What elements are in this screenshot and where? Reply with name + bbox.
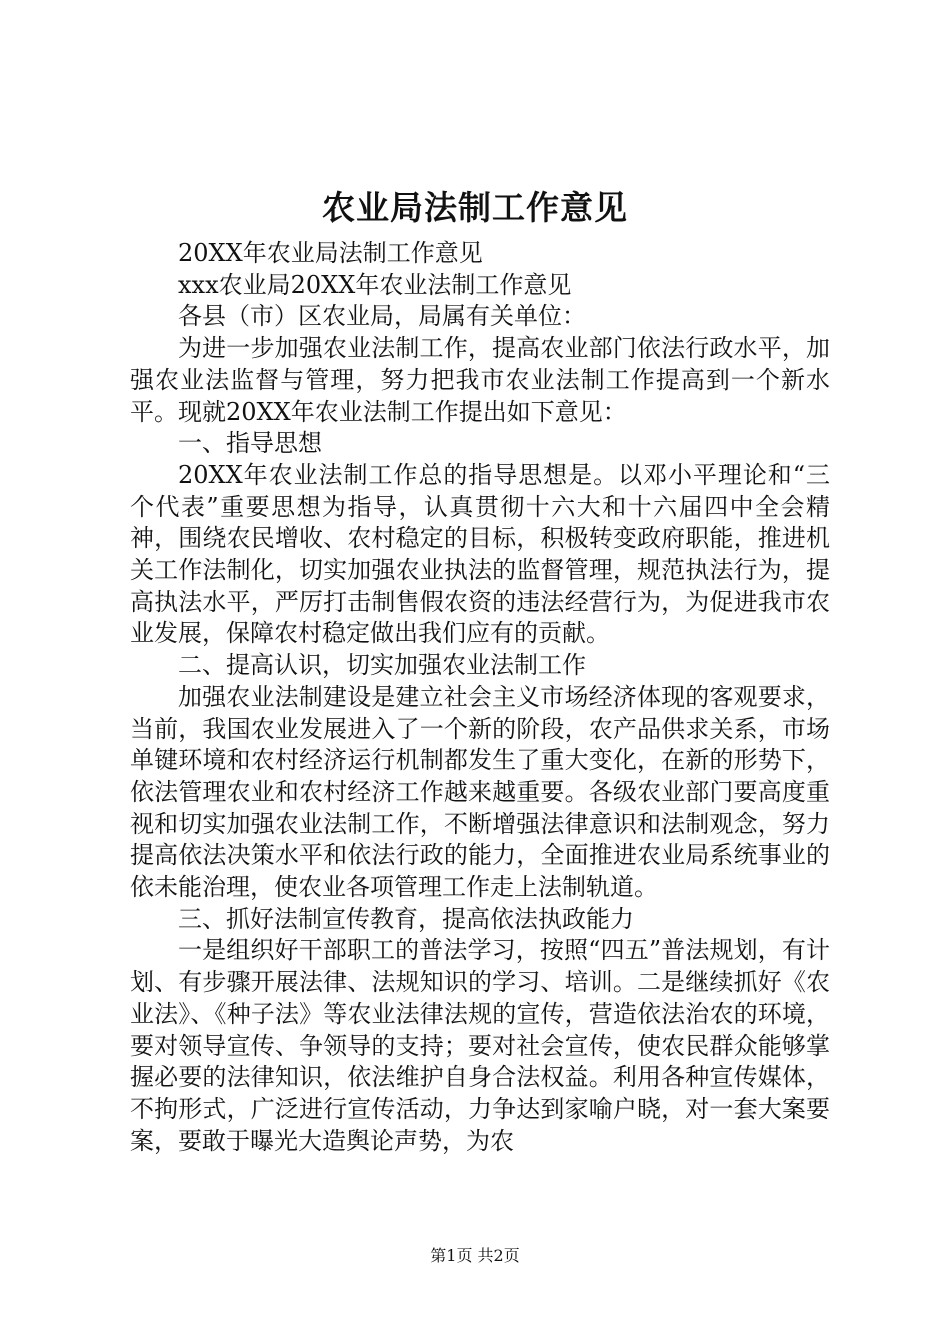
paragraph-section-1: 20XX年农业法制工作总的指导思想是。以邓小平理论和“三个代表”重要思想为指导，认真贯彻十六大和十六届四中全会精神，围绕农民增收、农村稳定的目标，积极转变政府职能，推进机关工作法制化，切实加强农业执法的监督管理，规范执法行为，提高执法水平，严厉打击制售假农资的违法经营行为，为促进我市农业发展，保障农村稳定做出我们应有的贡献。 <box>130 460 830 648</box>
document-title: 农业局法制工作意见 <box>322 188 628 227</box>
paragraph-section-2: 加强农业法制建设是建立社会主义市场经济体现的客观要求，当前，我国农业发展进入了一个新的阶段，农产品供求关系，市场单键环境和农村经济运行机制都发生了重大变化，在新的形势下，依法管理农业和农村经济工作越来越重要。各级农业部门要高度重视和切实加强农业法制工作，不断增强法律意识和法制观念，努力提高依法决策水平和依法行政的能力，全面推进农业局系统事业的依未能治理，使农业各项管理工作走上法制轨道。 <box>130 682 830 902</box>
paragraph-intro: 为进一步加强农业法制工作，提高农业部门依法行政水平，加强农业法监督与管理，努力把我市农业法制工作提高到一个新水平。现就20XX年农业法制工作提出如下意见： <box>130 334 830 426</box>
paragraph-subtitle: 20XX年农业局法制工作意见 <box>178 239 483 267</box>
section-heading-1: 一、指导思想 <box>178 429 322 458</box>
paragraph-section-3: 一是组织好干部职工的普法学习，按照“四五”普法规划，有计划、有步骤开展法律、法规知识的学习、培训。二是继续抓好《农业法》、《种子法》等农业法律法规的宣传，营造依法治农的环境，要对领导宣传、争领导的支持；要对社会宣传，使农民群众能够掌握必要的法律知识，依法维护自身合法权益。利用各种宣传媒体，不拘形式，广泛进行宣传活动，力争达到家喻户晓，对一套大案要案，要敢于曝光大造舆论声势，为农 <box>130 936 830 1155</box>
page-number-footer: 第1页 共2页 <box>430 1246 520 1265</box>
document-body <box>130 238 830 1157</box>
section-heading-2: 二、提高认识，切实加强农业法制工作 <box>178 651 586 680</box>
paragraph-salutation: 各县（市）区农业局，局属有关单位： <box>178 302 586 331</box>
paragraph-heading: xxx农业局20XX年农业法制工作意见 <box>178 270 572 299</box>
section-heading-3: 三、抓好法制宣传教育，提高依法执政能力 <box>178 904 634 933</box>
